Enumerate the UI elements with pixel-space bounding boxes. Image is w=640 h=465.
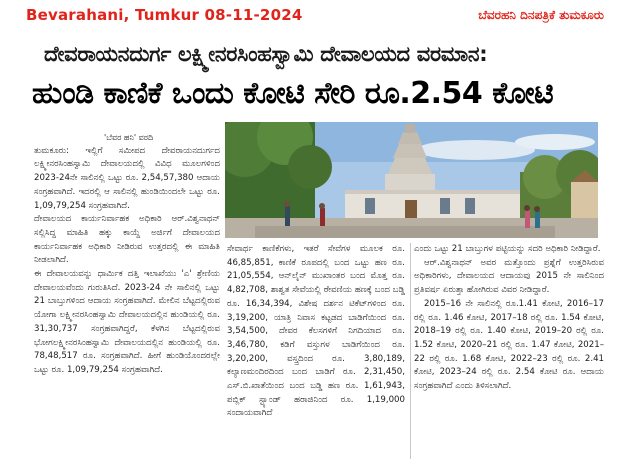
temple-photo-illustration [225, 122, 598, 238]
article-column-2 [227, 243, 405, 421]
newspaper-name: ಬೆವರಹನಿ ದಿನಪತ್ರಿಕೆ ತುಮಕೂರು [478, 8, 604, 22]
byline: 'ಬೆವರ ಹನಿ' ವರದಿ [104, 133, 154, 142]
article-column-3 [414, 243, 604, 394]
headline-line-2: ಹುಂಡಿ ಕಾಣಿಕೆ ಒಂದು ಕೋಟಿ ಸೇರಿ ರೂ.2.54 ಕೋಟಿ [32, 76, 554, 111]
column-3-paragraph: ಎಂದು ಒಟ್ಟು 21 ಬಾಬ್ತುಗಳ ಪಟ್ಟಿಯನ್ನು ಸದರಿ ಅಧಿಕಾರಿ ನೀಡಿದ್ದಾರೆ. [414, 244, 601, 254]
article-column-1 [34, 131, 220, 461]
column-divider [410, 243, 411, 459]
source-bar [0, 0, 640, 30]
column-3-paragraph: ಆರ್.ವಿಶ್ವನಾಥನ್ ಅವರ ಮತ್ತೊಂದು ಪ್ರಶ್ನೆಗೆ ಉತ್ತರಿಸಿರುವ ಅಧಿಕಾರಿಗಳು, ದೇವಾಲಯದ ಆದಾಯವು 2015 ನೇ ಸಾಲಿನಿಂದ ಪ್ರತಿವರ್ಷ ಏರುತ್ತಾ ಹೋಗಿರುವ ವಿವರ ನೀಡಿದ್ದಾರೆ. [414, 257, 604, 296]
column-2-paragraph: ಸೇವಾರ್ಥ ಕಾಣಿಕೆಗಳು, ಇತರೆ ಸೇವೆಗಳ ಮೂಲಕ ರೂ. 46,85,851, ಕಾಣಿಕೆ ರೂಪದಲ್ಲಿ ಬಂದ ಒಟ್ಟು ಹಣ ರೂ. 21,05,554, ಆನ್‌ಲೈನ್ ಮುಖಾಂತರ ಬಂದ ಮೊತ್ತ ರೂ. 4,82,708, ಶಾಶ್ವತ ಸೇವೆಯಲ್ಲಿ ಠೇವಣಿಯ ಹಣಕ್ಕೆ ಬಂದ ಬಡ್ಡಿ ರೂ. 16,34,394, ವಿಶೇಷ ದರ್ಶನ ಟಿಕೆಟ್‌ಗಳಿಂದ ರೂ. 3,19,200, ಯಾತ್ರಿ ನಿವಾಸ ಕಟ್ಟಡದ ಬಾಡಿಗೆಯಿಂದ ರೂ. 3,54,500, ದೇವರ ಕೆಲಸಗಳಿಗೆ ನಿಗದಿಯಾದ ರೂ. 3,46,780, ಕಡಿಗೆ ವಸ್ತುಗಳ ಬಾಡಿಗೆಯಿಂದ ರೂ. 3,20,200, ವಸ್ತ್ರದಿಂದ ರೂ. 3,80,189, ಕಲ್ಯಾಣಮಂದಿರದಿಂದ ಬಂದ ಬಾಡಿಗೆ ರೂ. 2,31,450, ಎಸ್.ಬಿ.ಖಾತೆಯಿಂದ ಬಂದ ಬಡ್ಡಿ ಹಣ ರೂ. 1,61,943, ಪಬ್ಲಿಕ್ ಸ್ಟ್ಯಾಂಡ್ ಹರಾಜಿನಿಂದ ರೂ. 1,19,000 ಸಂದಾಯವಾಗಿದೆ [227, 244, 405, 419]
source-label: Bevarahani, Tumkur 08-11-2024 [26, 6, 303, 24]
column-1-paragraph: ತುಮಕೂರು: ಇಲ್ಲಿಗೆ ಸಮೀಪದ ದೇವರಾಯನದುರ್ಗದ ಲಕ್ಷ್ಮೀನರಸಿಂಹಸ್ವಾಮಿ ದೇವಾಲಯದಲ್ಲಿ ವಿವಿಧ ಮೂಲಗಳಿಂದ 2023-24ನೇ ಸಾಲಿನಲ್ಲಿ ಒಟ್ಟು ರೂ. 2,54,57,380 ಆದಾಯ ಸಂಗ್ರಹವಾಗಿದೆ. ಇದರಲ್ಲಿ ಆ ಸಾಲಿನಲ್ಲಿ ಹುಂಡಿಯಿಂದಲೇ ಒಟ್ಟು ರೂ. 1,09,79,254 ಸಂಗ್ರಹವಾಗಿದೆ. [34, 145, 220, 211]
temple-photo [225, 122, 598, 238]
column-3-paragraph: 2015–16 ನೇ ಸಾಲಿನಲ್ಲಿ ರೂ.1.41 ಕೋಟಿ, 2016–17 ರಲ್ಲಿ ರೂ. 1.46 ಕೋಟಿ, 2017–18 ರಲ್ಲಿ ರೂ. 1.54 ಕೋಟಿ, 2018–19 ರಲ್ಲಿ ರೂ. 1.40 ಕೋಟಿ, 2019–20 ರಲ್ಲಿ ರೂ. 1.52 ಕೋಟಿ, 2020–21 ರಲ್ಲಿ ರೂ. 1.47 ಕೋಟಿ, 2021–22 ರಲ್ಲಿ ರೂ. 1.68 ಕೋಟಿ, 2022–23 ರಲ್ಲಿ ರೂ. 2.41 ಕೋಟಿ, 2023–24 ರಲ್ಲಿ ರೂ. 2.54 ಕೋಟಿ ರೂ. ಆದಾಯ ಸಂಗ್ರಹವಾಗಿದೆ ಎಂದು ತಿಳಿಸಲಾಗಿದೆ. [414, 298, 604, 392]
column-1-paragraph: ದೇವಾಲಯದ ಕಾರ್ಯನಿರ್ವಾಹಕ ಅಧಿಕಾರಿ ಆರ್.ವಿಶ್ವನಾಥನ್ ಸಲ್ಲಿಸಿದ್ದ ಮಾಹಿತಿ ಹಕ್ಕು ಕಾಯ್ದೆ ಅರ್ಜಿಗೆ ದೇವಾಲಯದ ಕಾರ್ಯನಿರ್ವಾಹಕ ಅಧಿಕಾರಿ ನೀಡಿರುವ ಉತ್ತರದಲ್ಲಿ ಈ ಮಾಹಿತಿ ನೀಡಲಾಗಿದೆ. [34, 214, 220, 266]
headline-line-1: ದೇವರಾಯನದುರ್ಗ ಲಕ್ಷ್ಮೀನರಸಿಂಹಸ್ವಾಮಿ ದೇವಾಲಯದ ವರಮಾನ: [44, 42, 488, 66]
column-1-paragraph: ಈ ದೇವಾಲಯವನ್ನು ಧಾರ್ಮಿಕ ದತ್ತಿ ಇಲಾಖೆಯು 'ಎ' ಶ್ರೇಣಿಯ ದೇವಾಲಯವೆಂದು ಗುರುತಿಸಿದೆ. 2023-24 ನೇ ಸಾಲಿನಲ್ಲಿ ಒಟ್ಟು 21 ಬಾಬ್ತುಗಳಿಂದ ಆದಾಯ ಸಂಗ್ರಹವಾಗಿದೆ. ಮೇಲಿನ ಬೆಟ್ಟದಲ್ಲಿರುವ ಯೋಗಾ ಲಕ್ಷ್ಮೀನರಸಿಂಹಸ್ವಾಮಿ ದೇವಾಲಯದಲ್ಲಿನ ಹುಂಡಿಯಲ್ಲಿ ರೂ. 31,30,737 ಸಂಗ್ರಹವಾಗಿದ್ದರೆ, ಕೆಳಗಿನ ಬೆಟ್ಟದಲ್ಲಿರುವ ಭೋಗಲಕ್ಷ್ಮೀನರಸಿಂಹಸ್ವಾಮಿ ದೇವಾಲಯದಲ್ಲಿನ ಹುಂಡಿಯಲ್ಲಿ ರೂ. 78,48,517 ರೂ. ಸಂಗ್ರಹವಾಗಿದೆ. ಹೀಗೆ ಹುಂಡಿಯೊಂದರಲ್ಲೇ ಒಟ್ಟು ರೂ. 1,09,79,254 ಸಂಗ್ರಹವಾಗಿದೆ. [34, 269, 220, 375]
